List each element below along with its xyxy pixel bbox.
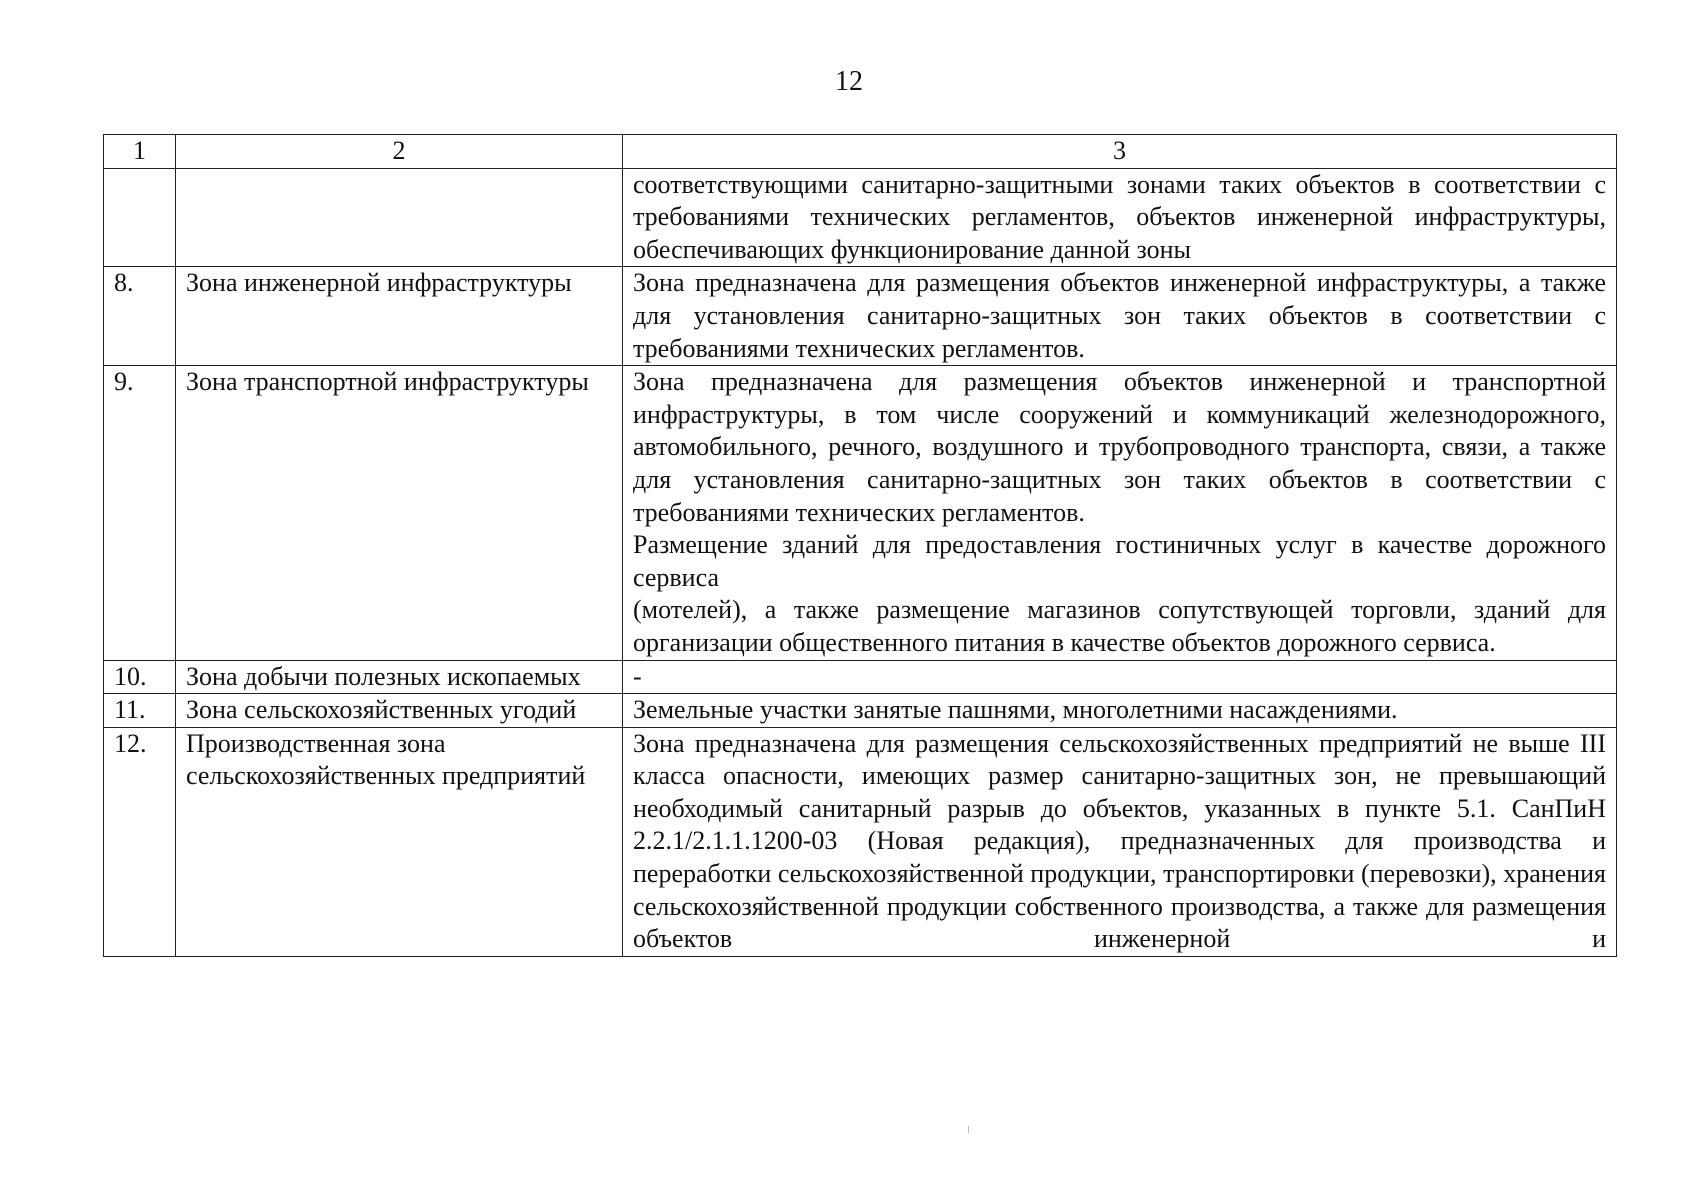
column-number-3: 3 <box>623 135 1617 169</box>
description-paragraph: Зона предназначена для размещения сельскохозяйственных предприятий не выше III класса опасности, имеющих размер санитарно-защитных зон, не превышающий необходимый санитарный разрыв до объектов, указанных в пункте 5.1. СанПиН 2.2.1/2.1.1.1200-03 (Новая редакция), предназначенных для производства и переработки сельскохозяйственной продукции, транспортировки (перевозки), хранения сельскохозяйственной продукции собственного производства, а также для размещения объектов инженерной и <box>633 728 1606 954</box>
table-header <box>104 135 1617 169</box>
description-paragraph: соответствующими санитарно-защитными зонами таких объектов в соответствии с требованиями технических регламентов, объектов инженерной инфраструктуры, обеспечивающих функционирование данной зоны <box>633 169 1606 264</box>
zones-table <box>103 134 1617 957</box>
table-row-continuation <box>104 168 1617 267</box>
row-number: 11. <box>104 694 176 728</box>
description-paragraph: Зона предназначена для размещения объектов инженерной инфраструктуры, а также для установления санитарно-защитных зон таких объектов в соответствии с требованиями технических регламентов. <box>633 268 1606 363</box>
zone-description <box>623 694 1617 728</box>
zone-description <box>623 366 1617 660</box>
zone-description <box>623 168 1617 267</box>
column-number-1: 1 <box>104 135 176 169</box>
table-row <box>104 366 1617 660</box>
description-paragraph: (мотелей), а также размещение магазинов сопутствующей торговли, зданий для организации общественного питания в качестве объектов дорожного сервиса. <box>633 595 1606 657</box>
zone-name: Зона сельскохозяйственных угодий <box>176 694 623 728</box>
row-number: 12. <box>104 727 176 956</box>
zone-name: Зона транспортной инфраструктуры <box>176 366 623 660</box>
page-number: 12 <box>835 66 863 97</box>
zone-description <box>623 267 1617 366</box>
table-row <box>104 660 1617 694</box>
description-paragraph: - <box>633 661 642 691</box>
column-number-2: 2 <box>176 135 623 169</box>
row-number: 9. <box>104 366 176 660</box>
description-paragraph: Зона предназначена для размещения объектов инженерной и транспортной инфраструктуры, в том числе сооружений и коммуникаций железнодорожного, автомобильного, речного, воздушного и трубопроводного транспорта, связи, а также для установления санитарно-защитных зон таких объектов в соответствии с требованиями технических регламентов. <box>633 367 1606 527</box>
zone-name: Зона добычи полезных ископаемых <box>176 660 623 694</box>
table-row <box>104 267 1617 366</box>
description-paragraph: Размещение зданий для предоставления гостиничных услуг в качестве дорожного сервиса <box>633 530 1606 592</box>
scan-artifact <box>968 1126 969 1133</box>
zone-description <box>623 660 1617 694</box>
description-paragraph: Земельные участки занятые пашнями, многолетними насаждениями. <box>633 695 1398 725</box>
row-number <box>104 168 176 267</box>
table-row <box>104 694 1617 728</box>
zone-description <box>623 727 1617 956</box>
zone-name: Производственная зона сельскохозяйственных предприятий <box>176 727 623 956</box>
row-number: 10. <box>104 660 176 694</box>
table-row <box>104 727 1617 956</box>
row-number: 8. <box>104 267 176 366</box>
zone-name <box>176 168 623 267</box>
zone-name: Зона инженерной инфраструктуры <box>176 267 623 366</box>
column-number-row <box>104 135 1617 169</box>
